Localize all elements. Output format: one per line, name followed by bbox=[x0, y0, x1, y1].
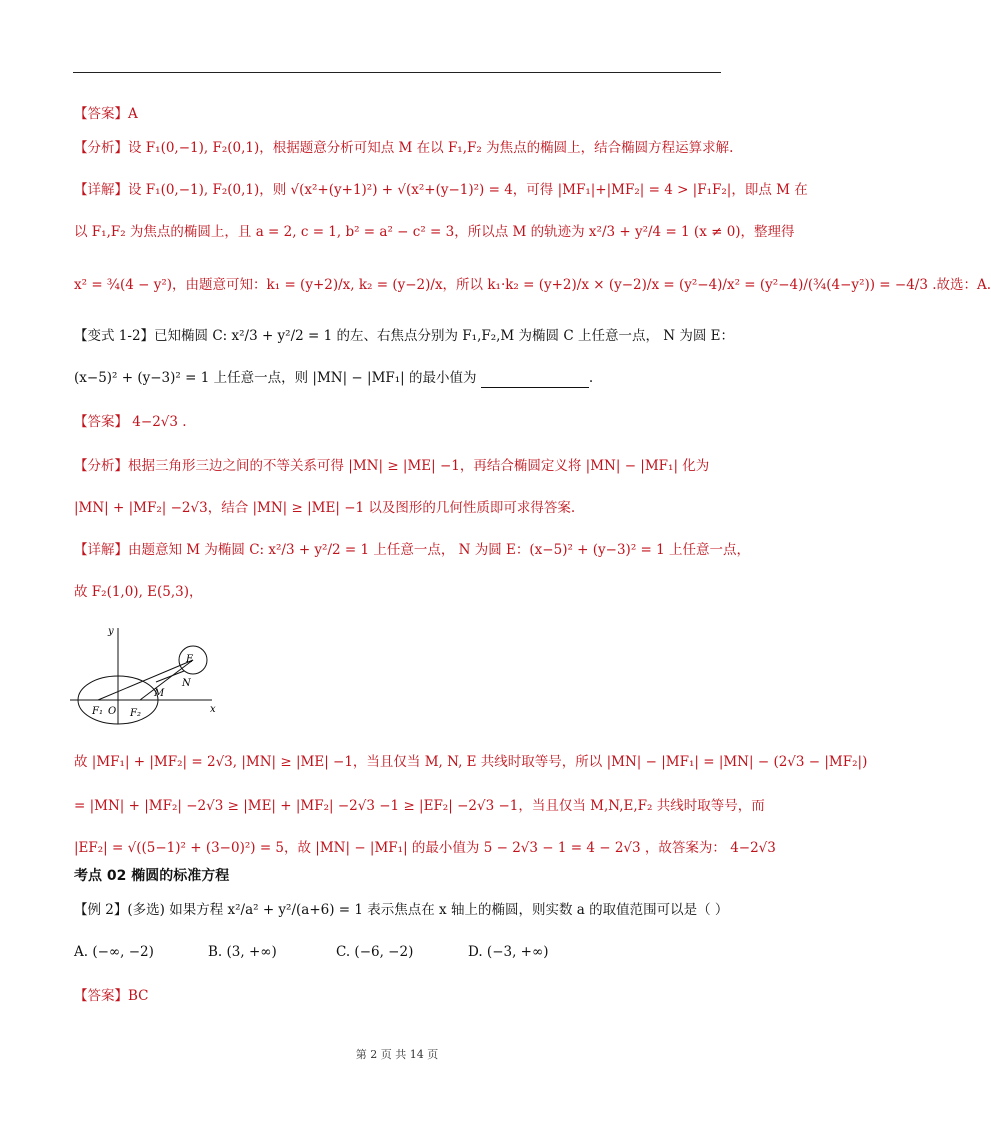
ellipse-circle-figure bbox=[70, 618, 230, 726]
segment-f1-e bbox=[98, 660, 193, 700]
answer-1: 【答案】A bbox=[74, 106, 138, 122]
answer-blank bbox=[481, 373, 589, 388]
label-e: E bbox=[186, 654, 194, 665]
label-y: y bbox=[108, 626, 114, 637]
variant-question-line-a: 【变式 1-2】已知椭圆 C: x²/3 + y²/2 = 1 的左、右焦点分别为 F₁,F₂,M 为椭圆 C 上任意一点， N 为圆 E： bbox=[74, 328, 734, 344]
analysis-1: 【分析】设 F₁(0,−1), F₂(0,1)，根据题意分析可知点 M 在以 F₁,F₂ 为焦点的椭圆上，结合椭圆方程运算求解. bbox=[74, 140, 734, 156]
detail-1-line-b: 以 F₁,F₂ 为焦点的椭圆上，且 a = 2, c = 1, b² = a² − c² = 3，所以点 M 的轨迹为 x²/3 + y²/4 = 1 (x ≠ 0)，整理得 bbox=[74, 224, 795, 240]
option-d: D. (−3, +∞) bbox=[468, 944, 549, 960]
label-m: M bbox=[154, 688, 165, 699]
analysis-2-line-b: |MN| + |MF₂| −2√3，结合 |MN| ≥ |ME| −1 以及图形的几何性质即可求得答案. bbox=[74, 500, 576, 516]
option-a: A. (−∞, −2) bbox=[74, 944, 154, 960]
analysis-2-line-a: 【分析】根据三角形三边之间的不等关系可得 |MN| ≥ |ME| −1，再结合椭圆定义将 |MN| − |MF₁| 化为 bbox=[74, 458, 710, 474]
detail-1-line-a: 【详解】设 F₁(0,−1), F₂(0,1)，则 √(x²+(y+1)²) + √(x²+(y−1)²) = 4，可得 |MF₁|+|MF₂| = 4 > |F₁F₂|，即点 M 在 bbox=[74, 182, 808, 198]
detail-2-line-e: |EF₂| = √((5−1)² + (3−0)²) = 5，故 |MN| − |MF₁| 的最小值为 5 − 2√3 − 1 = 4 − 2√3 ，故答案为： 4−2√3 bbox=[74, 840, 776, 856]
detail-1-line-c: x² = ¾(4 − y²)，由题意可知：k₁ = (y+2)/x, k₂ = (y−2)/x，所以 k₁·k₂ = (y+2)/x × (y−2)/x = (y²−4)/x² = (y²−4)/(¾(4−y²)) = −4/3 .故选：A. bbox=[74, 277, 991, 293]
option-b: B. (3, +∞) bbox=[208, 944, 277, 960]
detail-2-line-b: 故 F₂(1,0), E(5,3)， bbox=[74, 584, 203, 600]
detail-2-line-d: = |MN| + |MF₂| −2√3 ≥ |ME| + |MF₂| −2√3 −1 ≥ |EF₂| −2√3 −1，当且仅当 M,N,E,F₂ 共线时取等号，而 bbox=[74, 798, 765, 814]
variant-question-end: . bbox=[588, 370, 594, 386]
label-o: O bbox=[108, 706, 117, 717]
header-rule bbox=[73, 72, 721, 73]
section-heading: 考点 02 椭圆的标准方程 bbox=[74, 868, 230, 884]
label-n: N bbox=[182, 678, 191, 689]
variant-question-text: (x−5)² + (y−3)² = 1 上任意一点，则 |MN| − |MF₁| 的最小值为 bbox=[74, 370, 477, 386]
label-f1: F₁ bbox=[92, 706, 103, 717]
detail-2-line-a: 【详解】由题意知 M 为椭圆 C: x²/3 + y²/2 = 1 上任意一点， N 为圆 E：(x−5)² + (y−3)² = 1 上任意一点， bbox=[74, 542, 751, 558]
page-footer: 第 2 页 共 14 页 bbox=[355, 1048, 439, 1061]
option-c: C. (−6, −2) bbox=[336, 944, 414, 960]
answer-3: 【答案】BC bbox=[74, 988, 149, 1004]
segment-m-n bbox=[156, 671, 184, 682]
label-f2: F₂ bbox=[130, 708, 141, 719]
example-2-question: 【例 2】(多选) 如果方程 x²/a² + y²/(a+6) = 1 表示焦点在 x 轴上的椭圆，则实数 a 的取值范围可以是（ ） bbox=[74, 902, 729, 918]
detail-2-line-c: 故 |MF₁| + |MF₂| = 2√3, |MN| ≥ |ME| −1，当且仅当 M, N, E 共线时取等号，所以 |MN| − |MF₁| = |MN| − (2√3 − |MF₂|) bbox=[74, 754, 868, 770]
variant-question-line-b bbox=[74, 368, 593, 388]
label-x: x bbox=[210, 704, 216, 715]
answer-2: 【答案】 4−2√3 . bbox=[74, 414, 187, 430]
